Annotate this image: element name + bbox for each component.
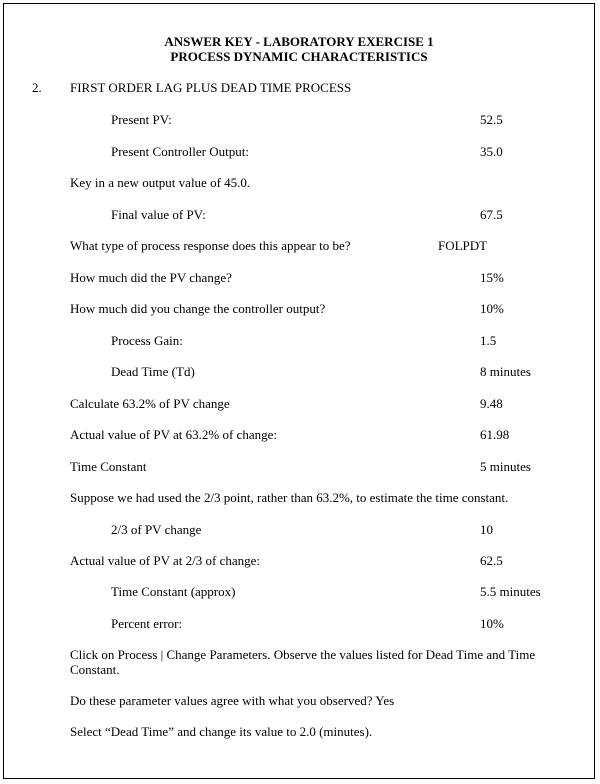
row-label: Time Constant — [70, 459, 147, 474]
row-label: What type of process response does this appear to be? — [70, 238, 351, 253]
document-title-line1: ANSWER KEY - LABORATORY EXERCISE 1 — [164, 34, 434, 49]
row-value: 67.5 — [480, 207, 503, 222]
row-label: Process Gain: — [111, 333, 183, 348]
document-page — [3, 3, 595, 779]
row-value: 52.5 — [480, 112, 503, 127]
instruction-paragraph: Do these parameter values agree with what you observed? Yes — [70, 693, 395, 708]
row-label: How much did you change the controller output? — [70, 301, 326, 316]
row-label: How much did the PV change? — [70, 270, 232, 285]
row-value: 62.5 — [480, 553, 503, 568]
row-value: 15% — [480, 270, 504, 285]
row-value: FOLPDT — [438, 238, 488, 253]
instruction-paragraph: Click on Process | Change Parameters. Observe the values listed for Dead Time and Time Constant. — [70, 647, 536, 677]
row-label: Actual value of PV at 63.2% of change: — [70, 427, 277, 442]
section-heading: FIRST ORDER LAG PLUS DEAD TIME PROCESS — [70, 80, 352, 95]
row-value: 9.48 — [480, 396, 503, 411]
row-label: Percent error: — [111, 616, 183, 631]
row-value: 5 minutes — [480, 459, 531, 474]
row-value: 10% — [480, 616, 504, 631]
row-label: Present PV: — [111, 112, 172, 127]
row-value: 10% — [480, 301, 504, 316]
row-label: Calculate 63.2% of PV change — [70, 396, 230, 411]
document-title-line2: PROCESS DYNAMIC CHARACTERISTICS — [170, 49, 428, 64]
row-value: 5.5 minutes — [480, 584, 541, 599]
row-label: 2/3 of PV change — [111, 522, 202, 537]
row-value: 35.0 — [480, 144, 503, 159]
row-label: Key in a new output value of 45.0. — [70, 175, 251, 190]
row-label: Time Constant (approx) — [111, 584, 236, 599]
row-value: 10 — [480, 522, 493, 537]
row-label: Final value of PV: — [111, 207, 206, 222]
row-label: Suppose we had used the 2/3 point, rather than 63.2%, to estimate the time constant. — [70, 490, 509, 505]
row-label: Dead Time (Td) — [111, 364, 195, 379]
row-value: 1.5 — [480, 333, 497, 348]
instruction-paragraph: Select “Dead Time” and change its value to 2.0 (minutes). — [70, 724, 373, 739]
row-label: Actual value of PV at 2/3 of change: — [70, 553, 261, 568]
row-value: 8 minutes — [480, 364, 531, 379]
row-value: 61.98 — [480, 427, 510, 442]
row-label: Present Controller Output: — [111, 144, 249, 159]
section-number: 2. — [32, 80, 42, 95]
